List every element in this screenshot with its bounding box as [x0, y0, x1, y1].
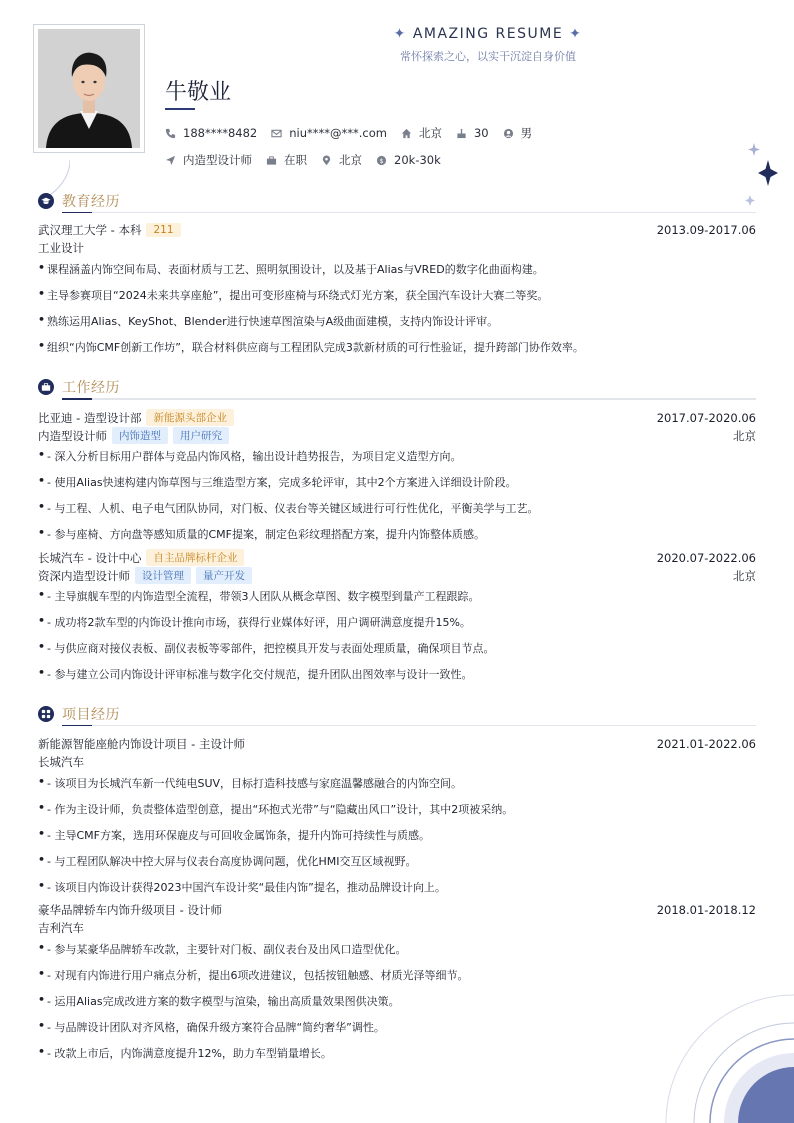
role-name: 资深内造型设计师: [38, 568, 130, 583]
position-item: [165, 152, 252, 168]
education-section-title: 教育经历: [62, 194, 120, 210]
work-date: 2020.07-2022.06: [656, 550, 756, 565]
project-entry-header: [38, 902, 756, 918]
candidate-name: 牛敬业: [165, 80, 232, 105]
gender-item: [503, 125, 533, 141]
section-divider: [62, 212, 756, 213]
role-tag: 量产开发: [196, 567, 252, 584]
work-location: 北京: [733, 428, 756, 443]
project-org: 吉利汽车: [38, 921, 84, 935]
project-section-header: [38, 704, 120, 724]
location-pin-icon: [321, 155, 332, 166]
list-item: • - 与工程、人机、电子电气团队协同，对门板、仪表台等关键区域进行可行性优化，平衡美学与工艺。: [38, 500, 539, 515]
list-item: • - 主导CMF方案，选用环保鹿皮与可回收金属饰条，提升内饰可持续性与质感。: [38, 827, 430, 842]
work-entry-header: [38, 409, 756, 426]
money-icon: [376, 155, 387, 166]
intent-city-text: 北京: [339, 153, 362, 167]
intent-city-item: [321, 152, 362, 168]
person-photo-icon: [38, 29, 140, 148]
work-entry-header: [38, 549, 756, 566]
phone-text: 188****8482: [183, 126, 258, 140]
work-role-row: [38, 567, 756, 584]
project-section-title: 项目经历: [62, 707, 120, 723]
list-item: • - 与品牌设计团队对齐风格，确保升级方案符合品牌“简约奢华”调性。: [38, 1019, 385, 1034]
role-tag: 设计管理: [135, 567, 191, 584]
work-date: 2017.07-2020.06: [656, 410, 756, 425]
project-org-row: [38, 754, 756, 770]
project-name: 新能源智能座舱内饰设计项目 - 主设计师: [38, 737, 245, 751]
phone-item: [165, 126, 257, 140]
work-role-row: [38, 427, 756, 444]
headline-subtitle: 常怀探索之心，以实干沉淀自身价值: [400, 50, 576, 63]
avatar: [38, 29, 140, 148]
list-item: • - 深入分析目标用户群体与竞品内饰风格，输出设计趋势报告，为项目定义造型方向。: [38, 448, 462, 463]
section-divider: [62, 725, 756, 726]
project-date: 2018.01-2018.12: [656, 903, 756, 917]
list-item: • - 作为主设计师，负责整体造型创意，提出“环抱式光带”与“隐藏出风口”设计，其中2项被采纳。: [38, 801, 514, 816]
list-item: • - 参与座椅、方向盘等感知质量的CMF提案，制定色彩纹理搭配方案，提升内饰整体质感。: [38, 526, 485, 541]
briefcase-icon: [266, 155, 277, 166]
briefcase-icon: [38, 379, 54, 395]
email-text: niu****@***.com: [289, 126, 387, 140]
contact-row: [165, 125, 546, 141]
list-item: • - 运用Alias完成改进方案的数字模型与渲染，输出高质量效果图供决策。: [38, 993, 400, 1008]
section-divider: [62, 398, 756, 400]
star-icon: ✦: [569, 26, 583, 42]
list-item: • - 使用Alias快速构建内饰草图与三维造型方案，完成多轮评审，其中2个方案进入详细设计阶段。: [38, 474, 517, 489]
city-text: 北京: [418, 126, 442, 140]
education-entry-header: [38, 222, 756, 238]
school-name: 武汉理工大学 - 本科: [38, 223, 142, 237]
education-major-row: [38, 240, 756, 256]
list-item: • - 对现有内饰进行用户痛点分析，提出6项改进建议，包括按钮触感、材质光泽等细节。: [38, 967, 469, 982]
list-item: • 课程涵盖内饰空间布局、表面材质与工艺、照明氛围设计，以及基于Alias与VRED的数字化曲面构建。: [38, 261, 544, 276]
list-item: • 熟练运用Alias、KeyShot、Blender进行快速草图渲染与A级曲面建模，支持内饰设计评审。: [38, 313, 499, 328]
svg-text:$: $: [379, 156, 384, 165]
email-icon: [271, 128, 282, 139]
company-tag: 新能源头部企业: [146, 409, 234, 426]
project-date: 2021.01-2022.06: [656, 737, 756, 751]
headline-title: AMAZING RESUME: [412, 26, 564, 42]
education-date: 2013.09-2017.06: [656, 223, 756, 237]
name-underline: [165, 108, 195, 110]
star-icon: ✦: [393, 26, 407, 42]
avatar-frame: [33, 24, 145, 153]
cake-icon: [456, 128, 467, 139]
company-name: 比亚迪 - 造型设计部: [38, 410, 142, 425]
project-entry-header: [38, 736, 756, 752]
role-tag: 用户研究: [173, 427, 229, 444]
city-item: [401, 125, 442, 141]
list-item: • 组织“内饰CMF创新工作坊”，联合材料供应商与工程团队完成3款新材质的可行性验证，提升跨部门协作效率。: [38, 339, 584, 354]
home-icon: [401, 128, 412, 139]
work-section-header: [38, 377, 120, 397]
list-item: • - 该项目内饰设计获得2023中国汽车设计奖“最佳内饰”提名，推动品牌设计向上。: [38, 879, 446, 894]
project-org: 长城汽车: [38, 755, 84, 769]
gender-text: 男: [520, 126, 533, 140]
grid-icon: [38, 706, 54, 722]
position-text: 内造型设计师: [183, 153, 252, 167]
project-org-row: [38, 920, 756, 936]
education-major: 工业设计: [38, 241, 84, 255]
status-item: [266, 152, 307, 168]
company-name: 长城汽车 - 设计中心: [38, 550, 142, 565]
salary-text: 20k-30k: [394, 153, 441, 167]
age-item: [456, 126, 489, 140]
email-item: [271, 126, 387, 140]
job-intent-row: [165, 152, 455, 168]
list-item: • 主导参赛项目“2024未来共享座舱”，提出可变形座椅与环绕式灯光方案，获全国汽车设计大赛二等奖。: [38, 287, 549, 302]
graduation-cap-icon: [38, 193, 54, 209]
school-tag: 211: [146, 223, 180, 237]
project-name: 豪华品牌轿车内饰升级项目 - 设计师: [38, 903, 222, 917]
company-tag: 自主品牌标杆企业: [146, 549, 244, 566]
age-text: 30: [473, 126, 489, 140]
send-icon: [165, 155, 176, 166]
list-item: • - 与工程团队解决中控大屏与仪表台高度协调问题，优化HMI交互区域视野。: [38, 853, 417, 868]
role-name: 内造型设计师: [38, 428, 107, 443]
resume-headline: [388, 26, 588, 64]
salary-item: [376, 153, 441, 167]
work-section-title: 工作经历: [62, 380, 120, 396]
user-icon: [503, 128, 514, 139]
list-item: • - 与供应商对接仪表板、副仪表板等零部件，把控模具开发与表面处理质量，确保项目节点。: [38, 640, 495, 655]
list-item: • - 参与建立公司内饰设计评审标准与数字化交付规范，提升团队出图效率与设计一致性。: [38, 666, 473, 681]
list-item: • - 成功将2款车型的内饰设计推向市场，获得行业媒体好评，用户调研满意度提升15%。: [38, 614, 471, 629]
role-tag: 内饰造型: [112, 427, 168, 444]
list-item: • - 主导旗舰车型的内饰造型全流程，带领3人团队从概念草图、数字模型到量产工程跟踪。: [38, 588, 480, 603]
list-item: • - 改款上市后，内饰满意度提升12%，助力车型销量增长。: [38, 1045, 332, 1060]
list-item: • - 参与某豪华品牌轿车改款，主要针对门板、副仪表台及出风口造型优化。: [38, 941, 407, 956]
education-section-header: [38, 191, 120, 211]
sparkle-icon: [740, 143, 790, 213]
work-location: 北京: [733, 568, 756, 583]
list-item: • - 该项目为长城汽车新一代纯电SUV，目标打造科技感与家庭温馨感融合的内饰空间。: [38, 775, 463, 790]
phone-icon: [165, 128, 176, 139]
status-text: 在职: [284, 153, 307, 167]
